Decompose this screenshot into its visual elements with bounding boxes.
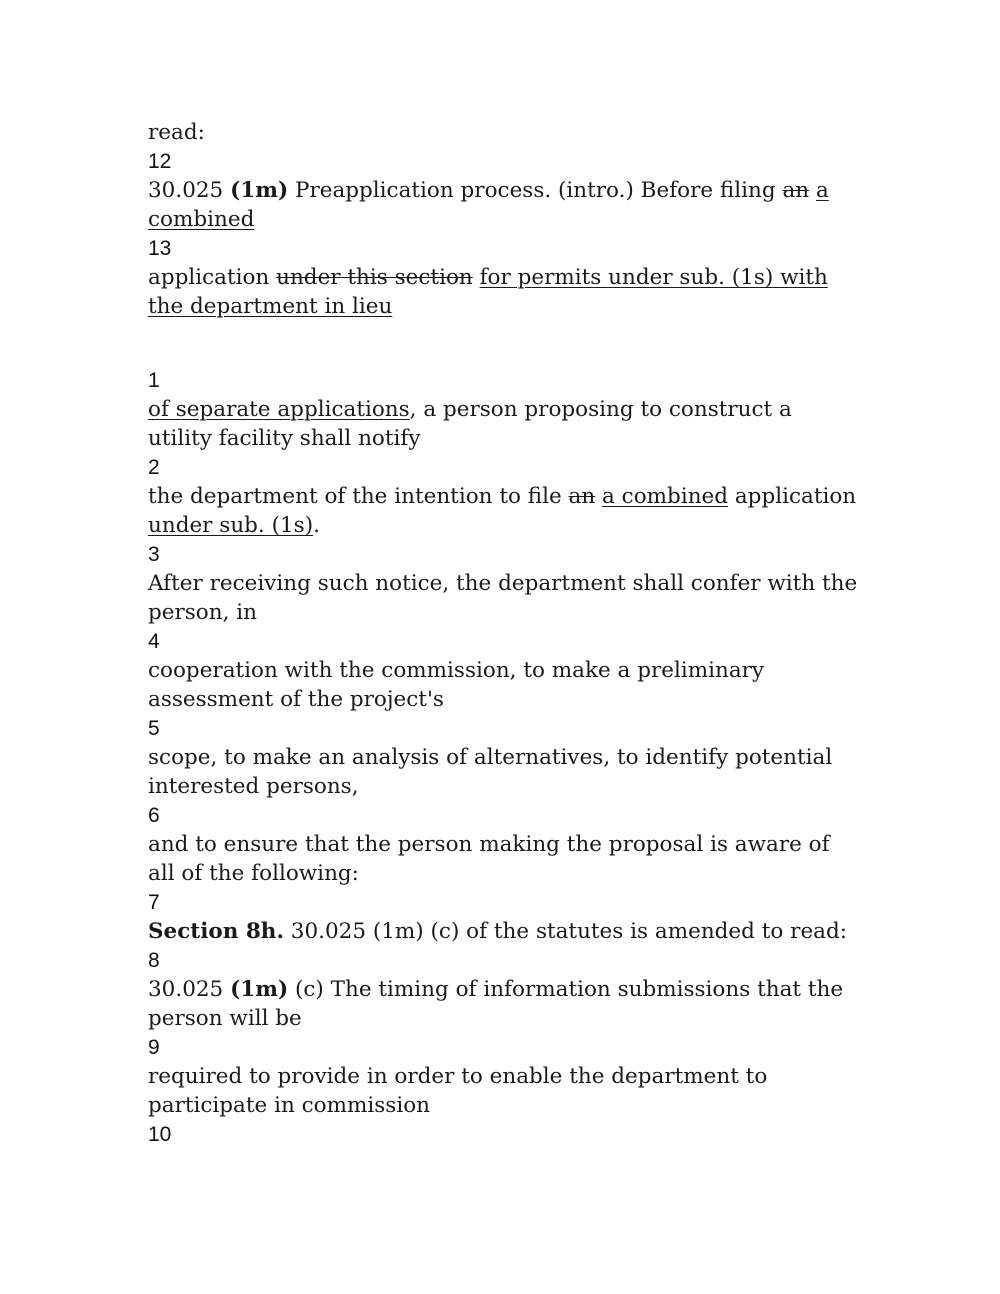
text-paragraph xyxy=(148,569,860,627)
text-paragraph xyxy=(148,1062,860,1120)
text-run: . xyxy=(313,513,320,538)
text-run xyxy=(595,484,602,509)
text-run: After receiving such notice, the department shall confer with the person, in xyxy=(148,571,858,625)
text-run: the department of the intention to file xyxy=(148,484,569,509)
line-number: 9 xyxy=(148,1036,160,1059)
inserted-text: a combined xyxy=(602,484,729,509)
text-paragraph xyxy=(148,975,860,1033)
bold-run: (1m) xyxy=(230,977,289,1002)
line-number: 7 xyxy=(148,891,160,914)
text-paragraph xyxy=(148,656,860,714)
line-number: 3 xyxy=(148,543,160,566)
inserted-text: under sub. (1s) xyxy=(148,513,314,538)
line-number: 12 xyxy=(148,150,172,173)
line-number: 10 xyxy=(148,1123,172,1146)
text-run: 30.025 (1m) (c) of the statutes is amended to read: xyxy=(283,919,848,944)
line-number: 5 xyxy=(148,717,160,740)
text-paragraph xyxy=(148,743,860,801)
text-run: required to provide in order to enable the department to participate in commission xyxy=(148,1064,768,1118)
text-paragraph xyxy=(148,176,860,234)
text-run: , a person proposing to construct a utility facility shall notify xyxy=(148,397,792,451)
line-number: 8 xyxy=(148,949,160,972)
text-run: read: xyxy=(148,120,205,145)
text-run: 30.025 xyxy=(148,178,231,203)
deleted-text: under this section xyxy=(276,265,473,290)
text-run: application xyxy=(148,265,277,290)
inserted-text: of separate applications xyxy=(148,397,410,422)
text-run: Preapplication process. (intro.) Before filing xyxy=(288,178,783,203)
inserted-text: for permits under sub. (1s) with the department in lieu xyxy=(148,265,828,319)
text-block-bottom xyxy=(148,366,860,1149)
text-run: scope, to make an analysis of alternatives, to identify potential interested persons, xyxy=(148,745,833,799)
bold-run: (1m) xyxy=(230,178,289,203)
bold-run: Section 8h. xyxy=(148,919,284,944)
line-number: 13 xyxy=(148,237,172,260)
text-run: cooperation with the commission, to make a preliminary assessment of the project's xyxy=(148,658,765,712)
line-number: 2 xyxy=(148,456,160,479)
text-run xyxy=(473,265,480,290)
text-run: application xyxy=(728,484,857,509)
text-block-top xyxy=(148,118,860,321)
inserted-text: a combined xyxy=(148,178,829,232)
deleted-text: an xyxy=(568,484,596,509)
line-number: 1 xyxy=(148,369,160,392)
text-paragraph xyxy=(148,482,860,540)
text-run: and to ensure that the person making the proposal is aware of all of the following: xyxy=(148,832,830,886)
line-number: 6 xyxy=(148,804,160,827)
text-paragraph xyxy=(148,395,860,453)
text-run: 30.025 xyxy=(148,977,231,1002)
text-paragraph xyxy=(148,917,860,946)
deleted-text: an xyxy=(782,178,810,203)
line-number: 4 xyxy=(148,630,160,653)
text-paragraph xyxy=(148,263,860,321)
text-run xyxy=(809,178,816,203)
text-paragraph xyxy=(148,830,860,888)
text-paragraph xyxy=(148,118,860,147)
text-run: (c) The timing of information submissions that the person will be xyxy=(148,977,844,1031)
